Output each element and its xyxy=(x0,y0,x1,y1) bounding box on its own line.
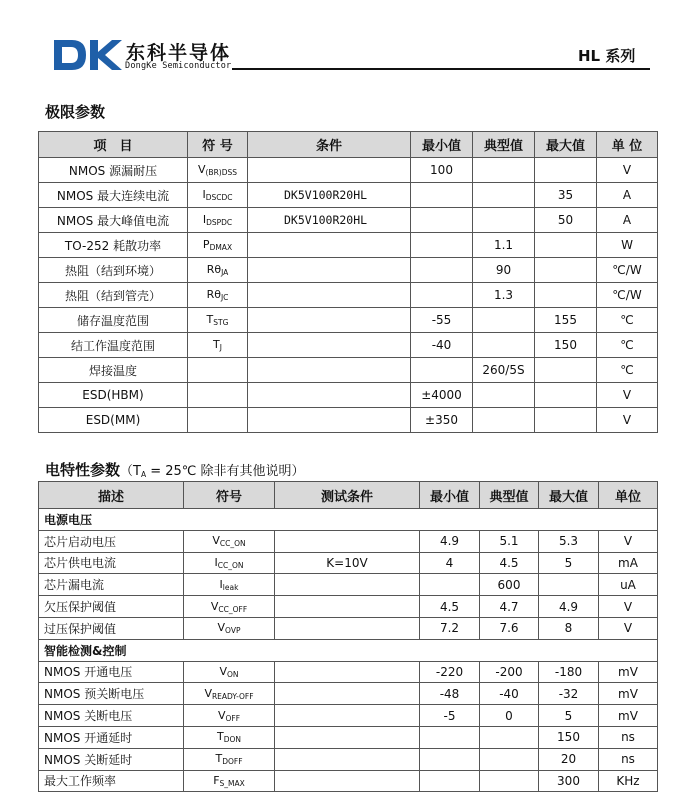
param-symbol-sub: J xyxy=(219,343,222,352)
param-desc: NMOS 关断电压 xyxy=(39,705,184,727)
param-max: 5 xyxy=(539,705,599,727)
param-symbol-main: V xyxy=(219,664,227,678)
param-condition xyxy=(248,408,411,433)
table-row xyxy=(39,283,658,308)
param-min: -5 xyxy=(420,705,480,727)
table-row xyxy=(39,358,658,383)
param-symbol-main: V xyxy=(210,599,219,613)
param-max: 50 xyxy=(535,208,597,233)
param-symbol xyxy=(184,726,275,748)
param-symbol xyxy=(188,358,248,383)
param-unit: V xyxy=(599,530,658,552)
param-max xyxy=(535,383,597,408)
param-desc: 欠压保护阈值 xyxy=(39,596,184,618)
param-symbol xyxy=(184,552,275,574)
param-min: -48 xyxy=(420,683,480,705)
param-condition xyxy=(248,158,411,183)
param-typ xyxy=(473,183,535,208)
param-min xyxy=(420,748,480,770)
param-min xyxy=(411,233,473,258)
param-unit: KHz xyxy=(599,770,658,792)
elec-header: 测试条件 xyxy=(275,482,420,509)
elec-title xyxy=(45,459,305,480)
abs-max-title: 极限参数 xyxy=(45,103,106,121)
param-name: 热阻（结到环境） xyxy=(39,258,188,283)
param-symbol xyxy=(184,617,275,639)
param-unit: uA xyxy=(599,574,658,596)
abs-max-header: 典型值 xyxy=(473,132,535,158)
abs-max-table xyxy=(38,131,658,433)
param-symbol-sub: OFF xyxy=(225,713,241,723)
param-condition: DK5V100R20HL xyxy=(248,183,411,208)
table-row xyxy=(39,408,658,433)
param-symbol-sub: CC_OFF xyxy=(218,604,248,614)
param-unit: ℃/W xyxy=(597,283,658,308)
param-unit: ℃ xyxy=(597,358,658,383)
table-row xyxy=(39,308,658,333)
param-typ xyxy=(473,158,535,183)
table-row xyxy=(39,530,658,552)
param-typ: 0 xyxy=(480,705,539,727)
param-condition xyxy=(248,308,411,333)
param-condition xyxy=(248,358,411,383)
param-min: ±350 xyxy=(411,408,473,433)
param-typ xyxy=(480,748,539,770)
param-symbol-main: T xyxy=(206,313,214,326)
param-symbol-sub: CC_ON xyxy=(217,560,244,570)
table-row xyxy=(39,661,658,683)
table-row xyxy=(39,596,658,618)
param-unit: ℃/W xyxy=(597,258,658,283)
param-symbol-main: Rθ xyxy=(206,288,221,301)
page-header xyxy=(0,0,676,80)
param-max: 155 xyxy=(535,308,597,333)
param-unit: ns xyxy=(599,748,658,770)
param-symbol xyxy=(184,574,275,596)
param-max: 150 xyxy=(539,726,599,748)
param-symbol-main: T xyxy=(216,730,224,744)
param-symbol-sub: DMAX xyxy=(209,243,233,252)
param-symbol-main: I xyxy=(214,555,218,569)
param-min: 100 xyxy=(411,158,473,183)
param-typ: 5.1 xyxy=(480,530,539,552)
elec-note: （$T_A$ = 25℃ 除非有其他说明） xyxy=(120,464,305,479)
param-symbol xyxy=(184,530,275,552)
param-unit: V xyxy=(599,596,658,618)
param-typ: 1.1 xyxy=(473,233,535,258)
param-unit: ns xyxy=(599,726,658,748)
param-max: 8 xyxy=(539,617,599,639)
abs-max-header: 项 目 xyxy=(39,132,188,158)
table-row xyxy=(39,258,658,283)
param-symbol xyxy=(184,770,275,792)
param-symbol-sub: READY-OFF xyxy=(211,691,254,701)
param-max: 150 xyxy=(535,333,597,358)
abs-max-header: 最大值 xyxy=(535,132,597,158)
abs-max-header: 单 位 xyxy=(597,132,658,158)
abs-max-header: 最小值 xyxy=(411,132,473,158)
param-unit: W xyxy=(597,233,658,258)
table-row xyxy=(39,183,658,208)
param-symbol-sub: ON xyxy=(227,669,239,679)
param-min xyxy=(420,574,480,596)
param-symbol-sub: S_MAX xyxy=(219,778,245,788)
param-max xyxy=(539,574,599,596)
param-min xyxy=(411,183,473,208)
abs-max-header: 符 号 xyxy=(188,132,248,158)
param-symbol-sub: JC xyxy=(220,293,229,302)
table-row xyxy=(39,683,658,705)
param-typ xyxy=(473,208,535,233)
param-condition xyxy=(275,530,420,552)
param-max xyxy=(535,408,597,433)
param-symbol-sub: DON xyxy=(223,735,242,745)
param-symbol-main: V xyxy=(197,163,206,176)
param-symbol-main: Rθ xyxy=(206,263,222,276)
param-min xyxy=(411,208,473,233)
param-desc: NMOS 开通电压 xyxy=(39,661,184,683)
elec-header: 单位 xyxy=(599,482,658,509)
table-row xyxy=(39,574,658,596)
param-symbol-sub: STG xyxy=(213,318,229,327)
param-min: -220 xyxy=(420,661,480,683)
param-min xyxy=(411,358,473,383)
param-condition xyxy=(275,683,420,705)
param-symbol-sub: leak xyxy=(222,582,239,592)
param-typ xyxy=(480,726,539,748)
param-name: 结工作温度范围 xyxy=(39,333,188,358)
param-max: 35 xyxy=(535,183,597,208)
elec-header: 符号 xyxy=(184,482,275,509)
param-max xyxy=(535,258,597,283)
param-max xyxy=(535,233,597,258)
param-max: 300 xyxy=(539,770,599,792)
param-min xyxy=(420,726,480,748)
table-row xyxy=(39,552,658,574)
param-condition xyxy=(275,661,420,683)
param-name: 热阻（结到管壳） xyxy=(39,283,188,308)
param-symbol xyxy=(184,683,275,705)
param-desc: NMOS 预关断电压 xyxy=(39,683,184,705)
param-name: ESD(HBM) xyxy=(39,383,188,408)
param-max xyxy=(535,283,597,308)
group-label: 智能检测&控制 xyxy=(39,639,658,661)
param-desc: 芯片漏电流 xyxy=(39,574,184,596)
table-row xyxy=(39,748,658,770)
brand-name-en: DongKe Semiconductor xyxy=(125,61,232,71)
param-max: 5 xyxy=(539,552,599,574)
param-typ xyxy=(473,408,535,433)
param-max: 5.3 xyxy=(539,530,599,552)
param-symbol xyxy=(188,183,248,208)
param-desc: NMOS 开通延时 xyxy=(39,726,184,748)
param-name: NMOS 最大连续电流 xyxy=(39,183,188,208)
param-condition xyxy=(248,233,411,258)
param-typ: 7.6 xyxy=(480,617,539,639)
param-symbol-main: P xyxy=(202,238,210,251)
param-typ: 260/5S xyxy=(473,358,535,383)
elec-header: 典型值 xyxy=(480,482,539,509)
param-unit: V xyxy=(597,383,658,408)
param-min: 4.5 xyxy=(420,596,480,618)
param-unit: A xyxy=(597,208,658,233)
param-typ xyxy=(473,333,535,358)
param-typ xyxy=(480,770,539,792)
param-typ: 4.5 xyxy=(480,552,539,574)
param-name: 焊接温度 xyxy=(39,358,188,383)
param-symbol-sub: DSPDC xyxy=(206,218,233,227)
table-row xyxy=(39,383,658,408)
param-symbol-main: V xyxy=(217,621,226,635)
series-label: HL 系列 xyxy=(578,47,636,65)
abs-max-header: 条件 xyxy=(248,132,411,158)
header-divider xyxy=(232,68,650,70)
param-symbol-main: I xyxy=(202,213,207,226)
param-unit: mV xyxy=(599,683,658,705)
param-name: NMOS 源漏耐压 xyxy=(39,158,188,183)
elec-header: 最大值 xyxy=(539,482,599,509)
param-symbol xyxy=(188,158,248,183)
param-typ: 90 xyxy=(473,258,535,283)
param-typ: -40 xyxy=(480,683,539,705)
param-typ: 600 xyxy=(480,574,539,596)
param-max: -180 xyxy=(539,661,599,683)
param-desc: 芯片启动电压 xyxy=(39,530,184,552)
param-max: 4.9 xyxy=(539,596,599,618)
param-symbol-main: T xyxy=(213,338,220,351)
param-condition xyxy=(275,748,420,770)
param-symbol-sub: OVP xyxy=(225,626,241,636)
param-symbol-sub: DOFF xyxy=(222,757,243,767)
param-unit: mV xyxy=(599,661,658,683)
table-row xyxy=(39,617,658,639)
param-symbol-main: V xyxy=(204,686,212,700)
table-row xyxy=(39,333,658,358)
param-name: NMOS 最大峰值电流 xyxy=(39,208,188,233)
param-symbol xyxy=(184,661,275,683)
param-symbol xyxy=(184,705,275,727)
elec-header: 描述 xyxy=(39,482,184,509)
param-min: 4.9 xyxy=(420,530,480,552)
param-desc: 芯片供电电流 xyxy=(39,552,184,574)
elec-table xyxy=(38,481,658,792)
param-typ: 1.3 xyxy=(473,283,535,308)
group-row xyxy=(39,509,658,531)
param-condition xyxy=(248,333,411,358)
param-desc: 最大工作频率 xyxy=(39,770,184,792)
param-desc: 过压保护阈值 xyxy=(39,617,184,639)
param-symbol-sub: (BR)DSS xyxy=(205,168,238,177)
param-min xyxy=(411,283,473,308)
param-desc: NMOS 关断延时 xyxy=(39,748,184,770)
table-row xyxy=(39,726,658,748)
param-typ: -200 xyxy=(480,661,539,683)
param-typ xyxy=(473,308,535,333)
param-condition xyxy=(275,617,420,639)
param-condition: K=10V xyxy=(275,552,420,574)
param-condition xyxy=(248,283,411,308)
group-row xyxy=(39,639,658,661)
brand-name-cn: 东科半导体 xyxy=(126,42,232,64)
param-symbol-sub: CC_ON xyxy=(219,539,246,549)
table-row xyxy=(39,233,658,258)
param-symbol xyxy=(184,748,275,770)
param-min xyxy=(420,770,480,792)
table-row xyxy=(39,208,658,233)
param-name: 储存温度范围 xyxy=(39,308,188,333)
param-condition xyxy=(275,574,420,596)
param-condition xyxy=(275,596,420,618)
param-condition xyxy=(275,705,420,727)
param-condition xyxy=(275,770,420,792)
param-typ xyxy=(473,383,535,408)
param-unit: ℃ xyxy=(597,308,658,333)
param-unit: V xyxy=(597,408,658,433)
param-symbol xyxy=(188,283,248,308)
param-unit: V xyxy=(599,617,658,639)
param-name: TO-252 耗散功率 xyxy=(39,233,188,258)
param-symbol xyxy=(188,408,248,433)
param-symbol xyxy=(188,258,248,283)
param-condition xyxy=(248,383,411,408)
param-symbol xyxy=(188,383,248,408)
param-symbol xyxy=(188,233,248,258)
param-symbol xyxy=(184,596,275,618)
param-condition: DK5V100R20HL xyxy=(248,208,411,233)
param-condition xyxy=(275,726,420,748)
company-logo xyxy=(52,38,124,72)
param-min: ±4000 xyxy=(411,383,473,408)
param-symbol-main: V xyxy=(212,534,220,548)
elec-title-text: 电特性参数 xyxy=(45,461,121,479)
param-symbol-main: I xyxy=(219,577,223,591)
param-symbol-sub: JA xyxy=(221,268,229,277)
param-min xyxy=(411,258,473,283)
table-row xyxy=(39,158,658,183)
param-min: 4 xyxy=(420,552,480,574)
param-symbol xyxy=(188,208,248,233)
param-min: -55 xyxy=(411,308,473,333)
param-symbol-main: F xyxy=(213,773,220,787)
param-max: 20 xyxy=(539,748,599,770)
param-min: 7.2 xyxy=(420,617,480,639)
param-symbol-main: T xyxy=(215,752,223,766)
table-row xyxy=(39,770,658,792)
param-unit: V xyxy=(597,158,658,183)
group-label: 电源电压 xyxy=(39,509,658,531)
elec-header: 最小值 xyxy=(420,482,480,509)
param-unit: mV xyxy=(599,705,658,727)
param-condition xyxy=(248,258,411,283)
param-symbol xyxy=(188,333,248,358)
param-unit: mA xyxy=(599,552,658,574)
param-symbol-main: I xyxy=(202,188,206,201)
param-typ: 4.7 xyxy=(480,596,539,618)
param-min: -40 xyxy=(411,333,473,358)
param-unit: A xyxy=(597,183,658,208)
param-max xyxy=(535,358,597,383)
param-symbol-main: V xyxy=(217,708,226,722)
param-symbol-sub: DSCDC xyxy=(205,193,233,202)
param-max xyxy=(535,158,597,183)
table-row xyxy=(39,705,658,727)
param-symbol xyxy=(188,308,248,333)
param-max: -32 xyxy=(539,683,599,705)
param-unit: ℃ xyxy=(597,333,658,358)
param-name: ESD(MM) xyxy=(39,408,188,433)
